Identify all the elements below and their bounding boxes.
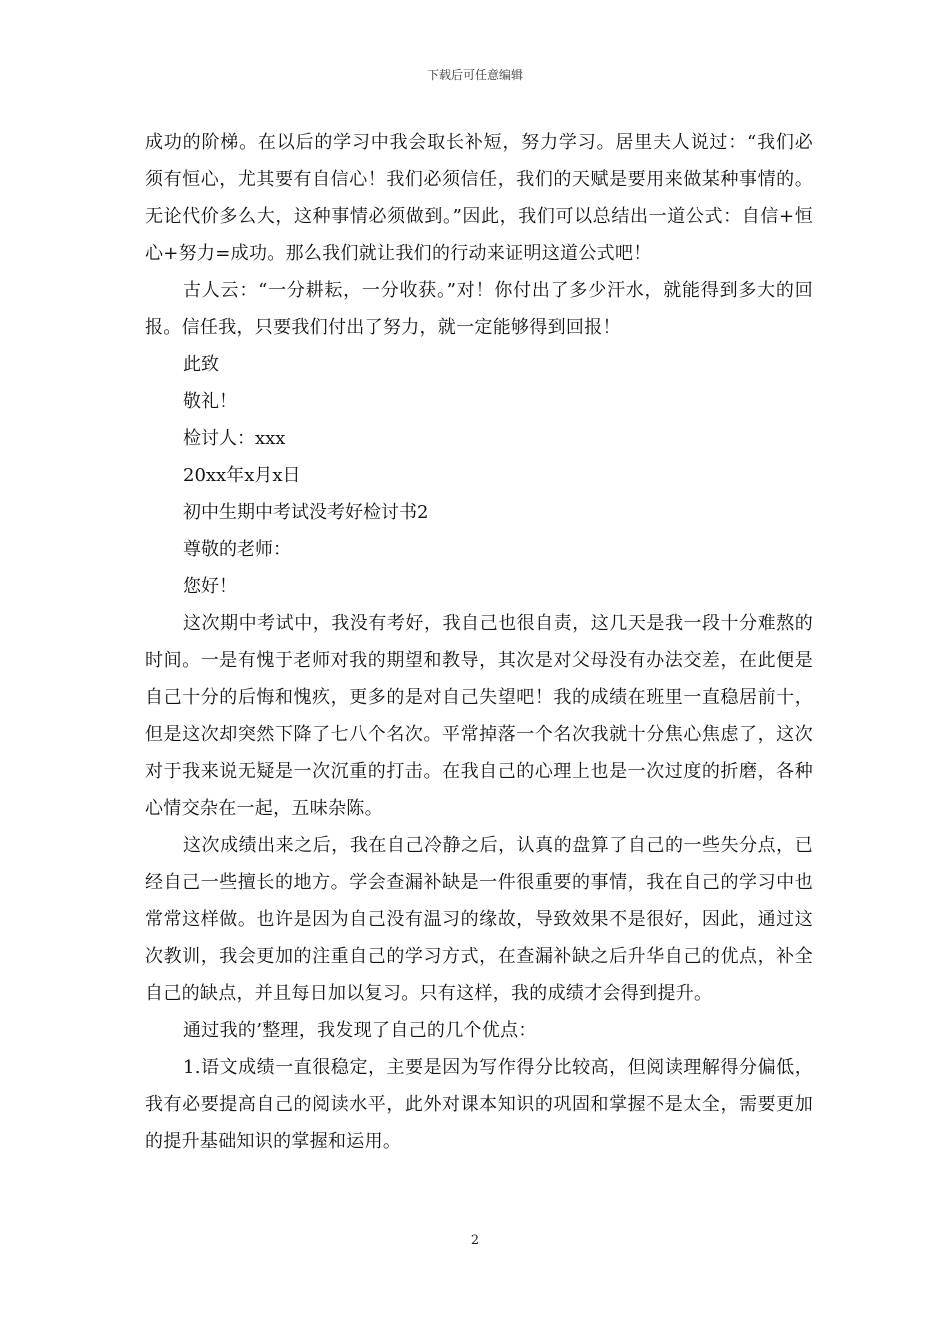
paragraph-continuation: 成功的阶梯。在以后的学习中我会取长补短，努力学习。居里夫人说过：“我们必须有恒心，尤其要有自信心！我们必须信任，我们的天赋是要用来做某种事情的。无论代价多么大，这种事情必须做到。”因此，我们可以总结出一道公式：自信+恒心+努力=成功。那么我们就让我们的行动来证明这道公式吧！ [145,132,813,264]
date-line: 20xx年x月x日 [183,465,301,486]
page-number: 2 [470,1233,480,1248]
paragraph-exam-result: 这次期中考试中，我没有考好，我自己也很自责，这几天是我一段十分难熬的时间。一是有愧于老师对我的期望和教导，其次是对父母没有办法交差，在此便是自己十分的后悔和愧疚，更多的是对自己失望吧！我的成绩在班里一直稳居前十，但是这次却突然下降了七八个名次。平常掉落一个名次我就十分焦心焦虑了，这次对于我来说无疑是一次沉重的打击。在我自己的心理上也是一次过度的折磨，各种心情交杂在一起，五味杂陈。 [145,613,813,819]
section-title: 初中生期中考试没考好检讨书2 [183,502,429,523]
greeting-hello: 您好！ [183,576,237,597]
paragraph-strengths-intro: 通过我的’整理，我发现了自己的几个优点： [183,1020,537,1041]
greeting-addressee: 尊敬的老师： [183,539,291,560]
paragraph-reflection: 这次成绩出来之后，我在自己冷静之后，认真的盘算了自己的一些失分点，已经自己一些擅长的地方。学会查漏补缺是一件很重要的事情，我在自己的学习中也常常这样做。也许是因为自己没有温习的缘故，导致效果不是很好，因此，通过这次教训，我会更加的注重自己的学习方式，在查漏补缺之后升华自己的优点，补全自己的缺点，并且每日加以复习。只有这样，我的成绩才会得到提升。 [145,835,813,1004]
closing-salutation: 此致 [183,354,219,375]
paragraph-proverb: 古人云：“一分耕耘，一分收获。”对！你付出了多少汗水，就能得到多大的回报。信任我，只要我们付出了努力，就一定能够得到回报！ [145,280,813,338]
page-header: 下载后可任意编辑 [426,68,523,82]
signature-line: 检讨人：xxx [183,428,286,449]
closing-regards: 敬礼！ [183,391,237,412]
paragraph-point-1: 1.语文成绩一直很稳定，主要是因为写作得分比较高，但阅读理解得分偏低，我有必要提高自己的阅读水平，此外对课本知识的巩固和掌握不是太全，需要更加的提升基础知识的掌握和运用。 [145,1057,813,1152]
document-body [145,124,813,1160]
